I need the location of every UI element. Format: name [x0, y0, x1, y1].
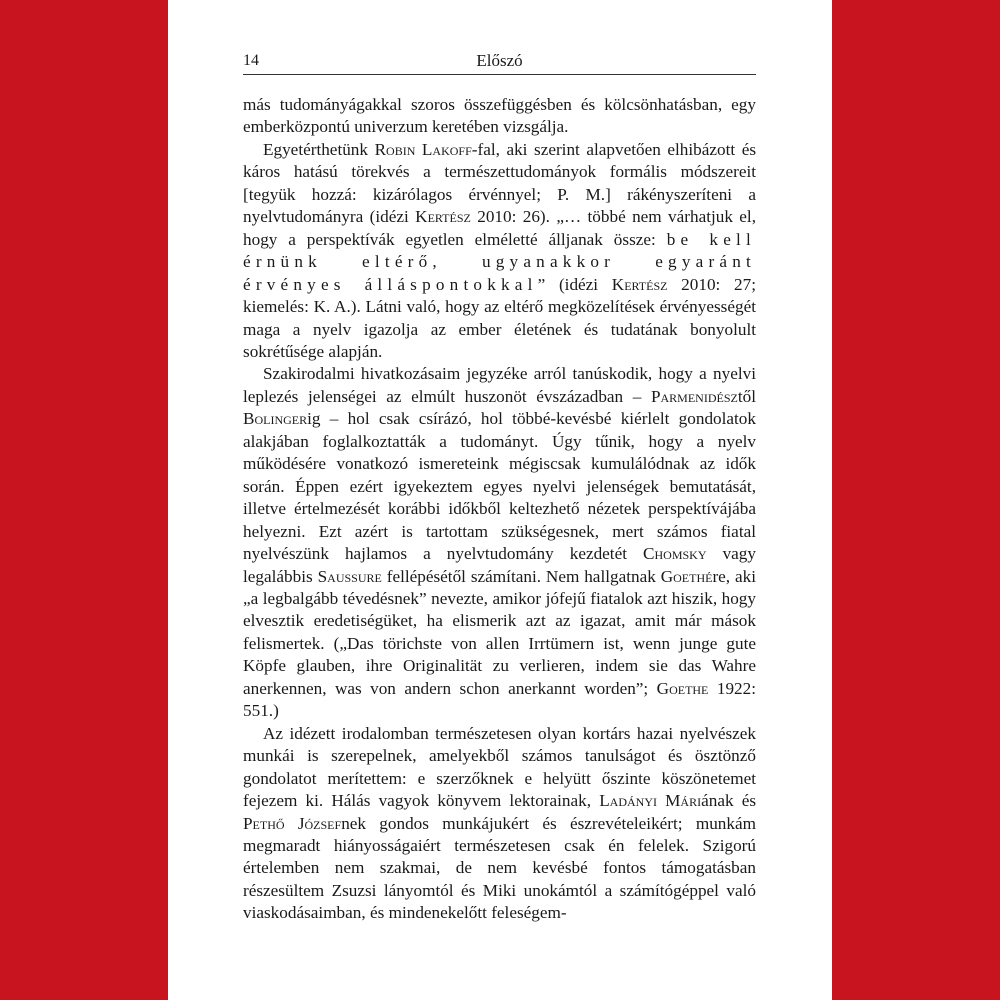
- text-run: nek gondos munkájukért és észrevételeikért; munkám megmaradt hiányosságaiért természetesen csak én felelek. Szigorú értelemben nem szakmai, de nem kevésbé fontos támogatásban részesültem Zsuzsi lányomtól és Miki unokámtól a számítógéppel való viaskodásaimban, és mindenekelőtt feleségem-: [243, 813, 756, 923]
- paragraph-3: [243, 363, 756, 722]
- text-run: ának és: [701, 791, 757, 811]
- page-header: [243, 48, 756, 75]
- text-run: ” (idézi: [537, 274, 612, 294]
- paragraph-4: [243, 723, 756, 925]
- paragraph-2: [243, 139, 756, 364]
- text-run: Egyetérthetünk: [263, 139, 375, 159]
- author-name: Chomsky: [643, 544, 707, 564]
- emphasized-quote: be kell érnünk eltérő, ugyanakkor egyaránt érvényes álláspontokkal: [243, 229, 756, 294]
- running-head: Előszó: [476, 51, 523, 70]
- text-run: re, aki „a legbalgább tévedésnek” nevezte, amikor jófejű fiatalok azt hiszik, hogy elvesztik eredetiségüket, ha elismerik azt az igazat, amit már mások felismertek. („Das törichste von allen Irrtümern ist, wenn junge gute Köpfe glauben, ihre Originalität zu verlieren, indem sie das Wahre anerkennen, was von andern schon anerkannt worden”;: [243, 566, 756, 698]
- author-name: Kertész: [415, 207, 471, 227]
- author-name: Bolinger: [243, 409, 308, 429]
- text-run: Az idézett irodalomban természetesen olyan kortárs hazai nyelvészek munkái is szerepelnek, amelyekből számos tanulságot és ösztönző gondolatot merítettem: e szerzőknek e helyütt őszinte köszönetemet fejezem ki. Hálás vagyok könyvem lektorainak,: [243, 723, 756, 811]
- text-run: 2010: 27; kiemelés: K. A.). Látni való, hogy az eltérő megközelítések érvényességét maga a nyelv igazolja az ember életének és tudatának bonyolult sokrétűsége alapján.: [243, 274, 756, 361]
- author-name: Kertész: [611, 274, 668, 294]
- text-run: vagy legalábbis: [243, 544, 756, 586]
- text-run: től: [737, 386, 756, 406]
- author-name: Robin Lakoff: [374, 139, 472, 159]
- text-run: Szakirodalmi hivatkozásaim jegyzéke arról tanúskodik, hogy a nyelvi leplezés jelenségei az elmúlt huszonöt évszázadban –: [243, 364, 756, 406]
- author-name: Goethé: [660, 566, 713, 586]
- author-name: Goethe: [656, 678, 709, 698]
- text-run: -fal, aki szerint alapvetően elhibázott és káros hatású törekvés a természettudományok formális módszereit [tegyük hozzá: kizárólagos érvénnyel; P. M.] rákényszeríteni a nyelvtudományra (idézi: [243, 139, 757, 227]
- text-run: 1922: 551.): [243, 678, 756, 721]
- text-run: fellépésétől számítani. Nem hallgatnak: [381, 566, 661, 586]
- author-name: Ladányi Mári: [599, 791, 702, 811]
- text-run: ig – hol csak csírázó, hol többé-kevésbé kiérlelt gondolatok alakjában foglalkoztatták a tudományt. Úgy tűnik, hogy a nyelv működésére vonatkozó ismereteink mégiscsak kumulálódnak az idők során. Éppen ezért igyekeztem egyes nyelvi jelenségek bemutatását, illetve értelmezését korábbi időkből keltezhető nézetek perspektívájába helyezni. Ezt azért is tartottam szükségesnek, mert számos fiatal nyelvészünk hajlamos a nyelvtudomány kezdetét: [243, 409, 756, 564]
- paragraph-1: [243, 94, 756, 139]
- author-name: Pethő József: [243, 813, 342, 833]
- book-page: [168, 0, 832, 1000]
- body-text: [243, 94, 756, 925]
- author-name: Parmenidész: [650, 386, 738, 406]
- page-number: 14: [243, 52, 259, 69]
- text-run: 2010: 26). „… többé nem várhatjuk el, hogy a perspektívák egyetlen elméletté álljanak össze:: [243, 207, 757, 249]
- paragraph-text: más tudományágakkal szoros összefüggésben és kölcsönhatásban, egy emberközpontú univerzum keretében vizsgálja.: [243, 95, 756, 137]
- author-name: Saussure: [317, 566, 382, 586]
